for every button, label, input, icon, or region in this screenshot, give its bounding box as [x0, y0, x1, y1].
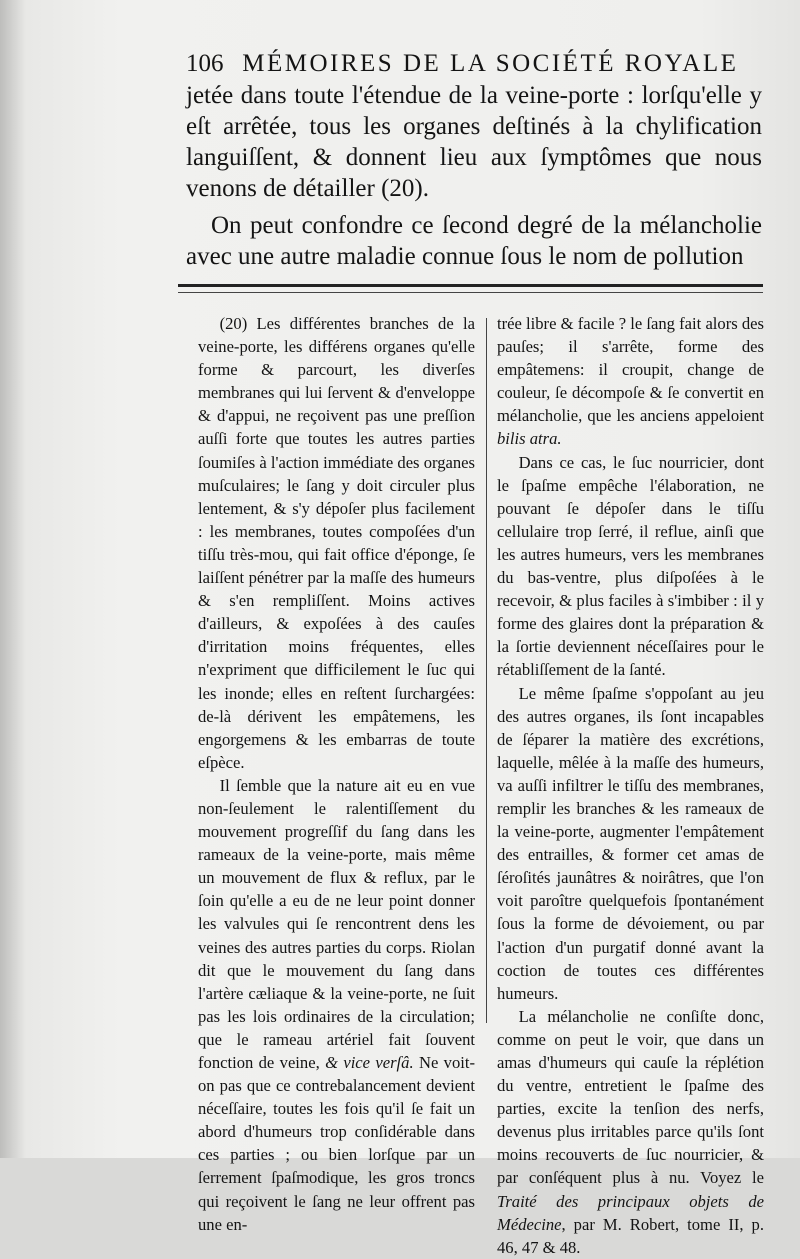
column-divider [486, 318, 487, 1023]
footnote-paragraph [198, 774, 475, 1236]
page-number: 106 [186, 50, 224, 77]
footnote-text: Ne voit-on pas que ce contrebalancement devient néceſſaire, toutes les fois qu'il ſe fait un abord d'humeurs trop conſidérable dans ces parties ; ou bien lorſque par un ſerrement ſpaſmodique, les gros troncs qui reçoivent le ſang ne leur offrent pas une en- [198, 1053, 475, 1234]
footnote-italic: & vice verſâ. [325, 1053, 414, 1072]
footnote-paragraph: Dans ce cas, le ſuc nourricier, dont le ſpaſme empêche l'élaboration, ne pouvant ſe dépoſer dans le tiſſu cellulaire trop ſerré, il reflue, ainſi que les autres humeurs, vers les membranes du bas-ventre, plus diſpoſées à le recevoir, & plus faciles à s'imbiber : il y forme des glaires dont la préparation & la ſortie deviennent néceſſaires pour le rétabliſſement de la ſanté. [497, 452, 764, 680]
main-text [186, 80, 762, 272]
main-paragraph: On peut confondre ce ſecond degré de la mélancholie avec une autre maladie connue ſous le nom de pollution [186, 212, 762, 270]
footnote-text: Il ſemble que la nature ait eu en vue non-ſeulement le ralentiſſement du mouvement progreſſif du ſang dans les rameaux de la veine-porte, mais même un mouvement de flux & reflux, par le ſoin qu'elle a eu de ne leur point donner les valvules qui ſe rencontrent dens les veines des autres parties du corps. Riolan dit que le mouvement du ſang dans l'artère cæliaque & la veine-porte, ne ſuit pas les lois ordinaires de la circulation; que le rameau artériel fait ſouvent fonction de veine, [198, 775, 475, 1072]
footnote-text: , par M. Robert, tome II, p. 46, 47 & 48. [497, 1214, 764, 1257]
footnote-paragraph [497, 312, 764, 451]
main-paragraph: jetée dans toute l'étendue de la veine-porte : lorſqu'elle y eſt arrêtée, tous les organes deſtinés à la chylification languiſſent, & donnent lieu aux ſymptômes que nous venons de détailler (20). [186, 82, 762, 202]
footnote-paragraph: Le même ſpaſme s'oppoſant au jeu des autres organes, ils ſont incapables de ſéparer la matière des excrétions, laquelle, mêlée à la maſſe des humeurs, va auſſi infiltrer le tiſſu des membranes, remplir les branches & les rameaux de la veine-porte, augmenter l'empâtement des entrailles, & former cet amas de ſéroſités jaunâtres & noirâtres, que l'on voit paroître quelquefois ſpontanément ſous la forme de dévoiement, ou par l'action d'un purgatif donné avant la coction de toutes ces différentes humeurs. [497, 683, 764, 1003]
footnote-rule [178, 284, 763, 287]
running-header [186, 50, 739, 78]
footnote-italic: Traité des principaux objets de Médecine [497, 1191, 764, 1234]
footnote-paragraph: (20) Les différentes branches de la veine-porte, les différens organes qu'elle forme & parcourt, les diverſes membranes qui lui ſervent & d'enveloppe & d'appui, ne reçoivent pas une preſſion auſſi forte que toutes les autres parties ſoumiſes à l'action immédiate des organes muſculaires; le ſang y doit circuler plus lentement, & s'y dépoſer plus facilement : les membranes, toutes compoſées d'un tiſſu très-mou, qui fait office d'éponge, ſe laiſſent pénétrer par la maſſe des humeurs & s'en rempliſſent. Moins actives d'ailleurs, & expoſées à des cauſes d'irritation moins fréquentes, elles n'expriment que difficilement le ſuc qui les inonde; elles en reſtent ſurchargées: de-là dérivent les empâtemens, les engorgemens & les embarras de toute eſpèce. [198, 314, 475, 772]
footnote-rule-thin [178, 292, 763, 293]
footnote-italic: bilis atra. [497, 429, 562, 449]
running-title: MÉMOIRES DE LA SOCIÉTÉ ROYALE [242, 50, 739, 77]
footnote-left-column [198, 312, 475, 1236]
footnote-paragraph [497, 1005, 764, 1259]
footnote-text: La mélancholie ne conſiſte donc, comme on peut le voir, que dans un amas d'humeurs qui cauſe la réplétion du ventre, entretient le ſpaſme des parties, excite la tenſion des nerfs, devenus plus irritables parce qu'ils ſont moins recouverts de ſuc nourricier, & par conſéquent plus à nu. Voyez le [497, 1006, 764, 1188]
footnote-text: trée libre & facile ? le ſang fait alors des pauſes; il s'arrête, forme des empâtemens: il croupit, change de couleur, ſe décompoſe & ſe convertit en mélancholie, que les anciens appeloient [497, 314, 764, 426]
footnote-right-column [497, 312, 764, 1259]
